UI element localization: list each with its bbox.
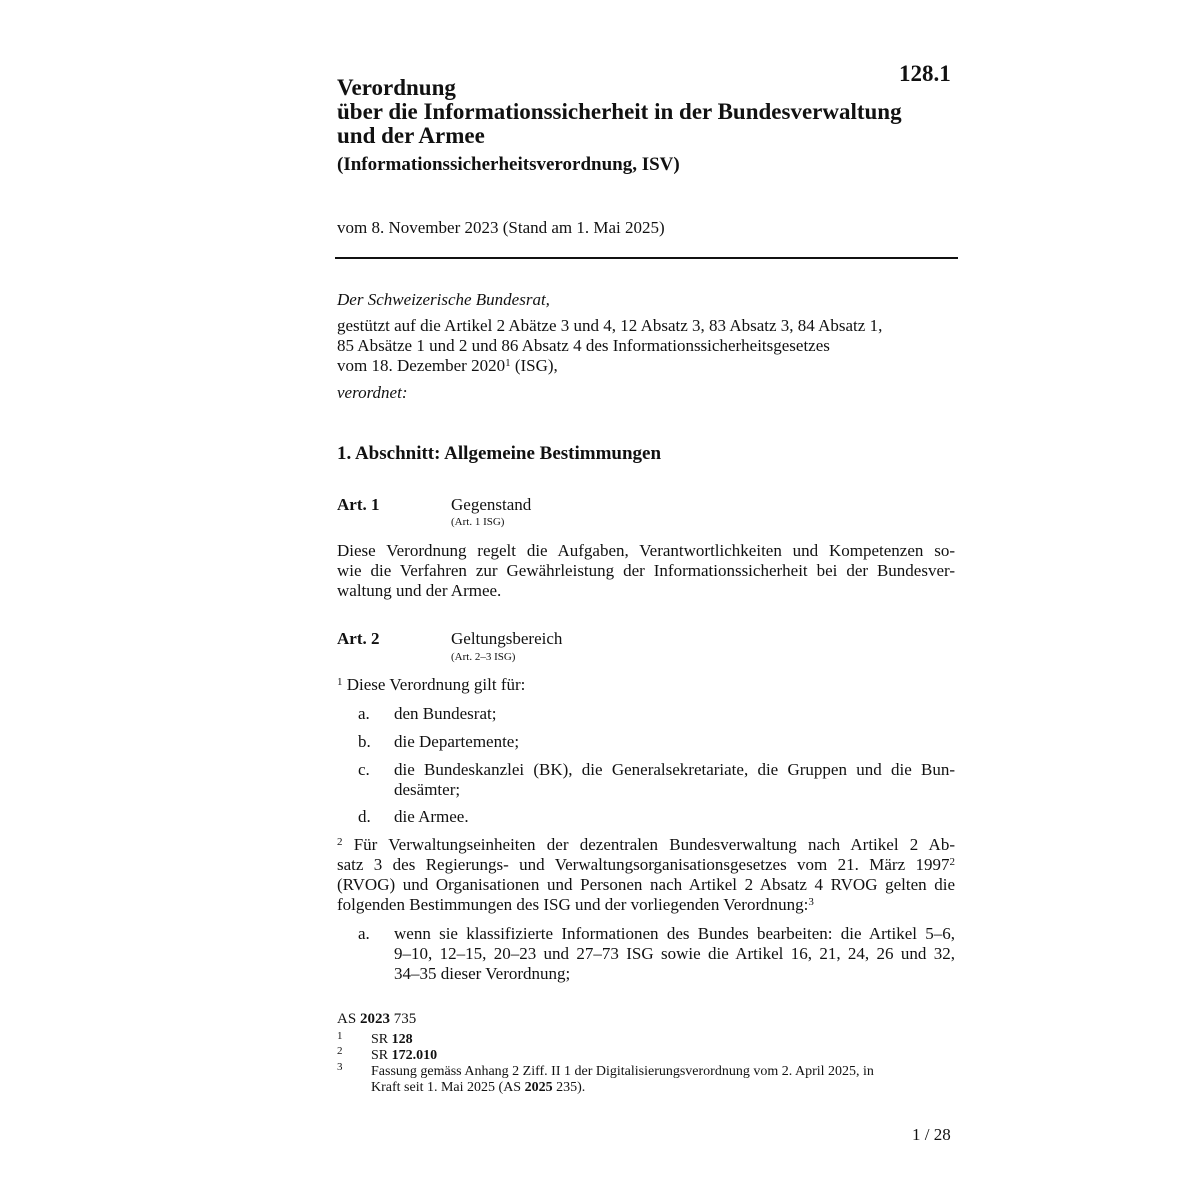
- list-item-continuation: 9–10, 12–15, 20–23 und 27–73 ISG sowie die Artikel 16, 21, 24, 26 und 32,: [394, 944, 955, 963]
- art1-line-1: Diese Verordnung regelt die Aufgaben, Verantwortlichkeiten und Kompetenzen so-: [337, 541, 955, 560]
- footnote-1: SR 128: [371, 1032, 413, 1047]
- art1-line-3: waltung und der Armee.: [337, 581, 502, 600]
- art2-paragraph-2-line-1: $^2$ Für Verwaltungseinheiten der dezentralen Bundesverwaltung nach Artikel 2 Ab-: [337, 835, 955, 854]
- as-reference: AS 2023 735: [337, 1011, 417, 1027]
- title-line-3: und der Armee: [337, 123, 485, 148]
- art1-title: Gegenstand: [451, 495, 532, 514]
- title-line-1: Verordnung: [337, 75, 456, 100]
- footnote-2: SR 172.010: [371, 1048, 438, 1063]
- short-title: (Informationssicherheitsverordnung, ISV): [337, 154, 680, 175]
- footnote-ref-2[interactable]: 2: [949, 856, 955, 868]
- list-item-continuation: desämter;: [394, 780, 461, 799]
- page-number: 1 / 28: [912, 1125, 951, 1144]
- list-label: c.: [358, 760, 370, 779]
- footnote-number: 3: [337, 1061, 343, 1073]
- paragraph-number: 1: [337, 676, 343, 688]
- art2-paragraph-1: $^1$ Diese Verordnung gilt für:: [337, 675, 526, 694]
- date-line: vom 8. November 2023 (Stand am 1. Mai 2025): [337, 218, 665, 237]
- art2-paragraph-2-line-2: satz 3 des Regierungs- und Verwaltungsorganisationsgesetzes vom 21. März 1997$^2$: [337, 855, 955, 874]
- list-label: d.: [358, 807, 371, 826]
- art1-number: Art. 1: [337, 495, 380, 514]
- header-rule: [335, 257, 958, 259]
- preamble-decree: verordnet:: [337, 383, 408, 402]
- footnote-3-line-2: Kraft seit 1. Mai 2025 (AS 2025 235).: [371, 1080, 586, 1095]
- art2-paragraph-2-line-4: folgenden Bestimmungen des ISG und der vorliegenden Verordnung:$^3$: [337, 895, 814, 914]
- list-label: b.: [358, 732, 371, 751]
- art2-ref: (Art. 2–3 ISG): [451, 651, 516, 663]
- paragraph-number: 2: [337, 836, 343, 848]
- art2-number: Art. 2: [337, 629, 380, 648]
- footnote-ref-3[interactable]: 3: [808, 896, 814, 908]
- footnote-ref-1[interactable]: 1: [505, 357, 511, 369]
- list-item: die Bundeskanzlei (BK), die Generalsekretariate, die Gruppen und die Bun-: [394, 760, 955, 779]
- preamble-basis-1: gestützt auf die Artikel 2 Abätze 3 und 4, 12 Absatz 3, 83 Absatz 3, 84 Absatz 1,: [337, 316, 883, 335]
- preamble-basis-3: vom 18. Dezember 2020$^1$ (ISG),: [337, 356, 558, 375]
- preamble-basis-2: 85 Absätze 1 und 2 und 86 Absatz 4 des Informationssicherheitsgesetzes: [337, 336, 830, 355]
- art1-line-2: wie die Verfahren zur Gewährleistung der Informationssicherheit bei der Bundesver-: [337, 561, 955, 580]
- list-item: die Armee.: [394, 807, 469, 826]
- art2-paragraph-2-line-3: (RVOG) und Organisationen und Personen nach Artikel 2 Absatz 4 RVOG gelten die: [337, 875, 955, 894]
- footnote-3-line-1: Fassung gemäss Anhang 2 Ziff. II 1 der Digitalisierungsverordnung vom 2. April 2025, in: [371, 1064, 874, 1079]
- sr-number: 128.1: [899, 61, 951, 86]
- list-item: die Departemente;: [394, 732, 520, 751]
- art1-ref: (Art. 1 ISG): [451, 516, 505, 528]
- footnote-number: 2: [337, 1045, 343, 1057]
- list-label: a.: [358, 704, 370, 723]
- list-item: den Bundesrat;: [394, 704, 497, 723]
- footnote-number: 1: [337, 1030, 343, 1042]
- list-item: wenn sie klassifizierte Informationen des Bundes bearbeiten: die Artikel 5–6,: [394, 924, 955, 943]
- preamble-authority: Der Schweizerische Bundesrat,: [337, 290, 550, 309]
- title-line-2: über die Informationssicherheit in der Bundesverwaltung: [337, 99, 902, 124]
- art2-title: Geltungsbereich: [451, 629, 563, 648]
- list-label: a.: [358, 924, 370, 943]
- section-title: 1. Abschnitt: Allgemeine Bestimmungen: [337, 443, 662, 464]
- list-item-continuation: 34–35 dieser Verordnung;: [394, 964, 571, 983]
